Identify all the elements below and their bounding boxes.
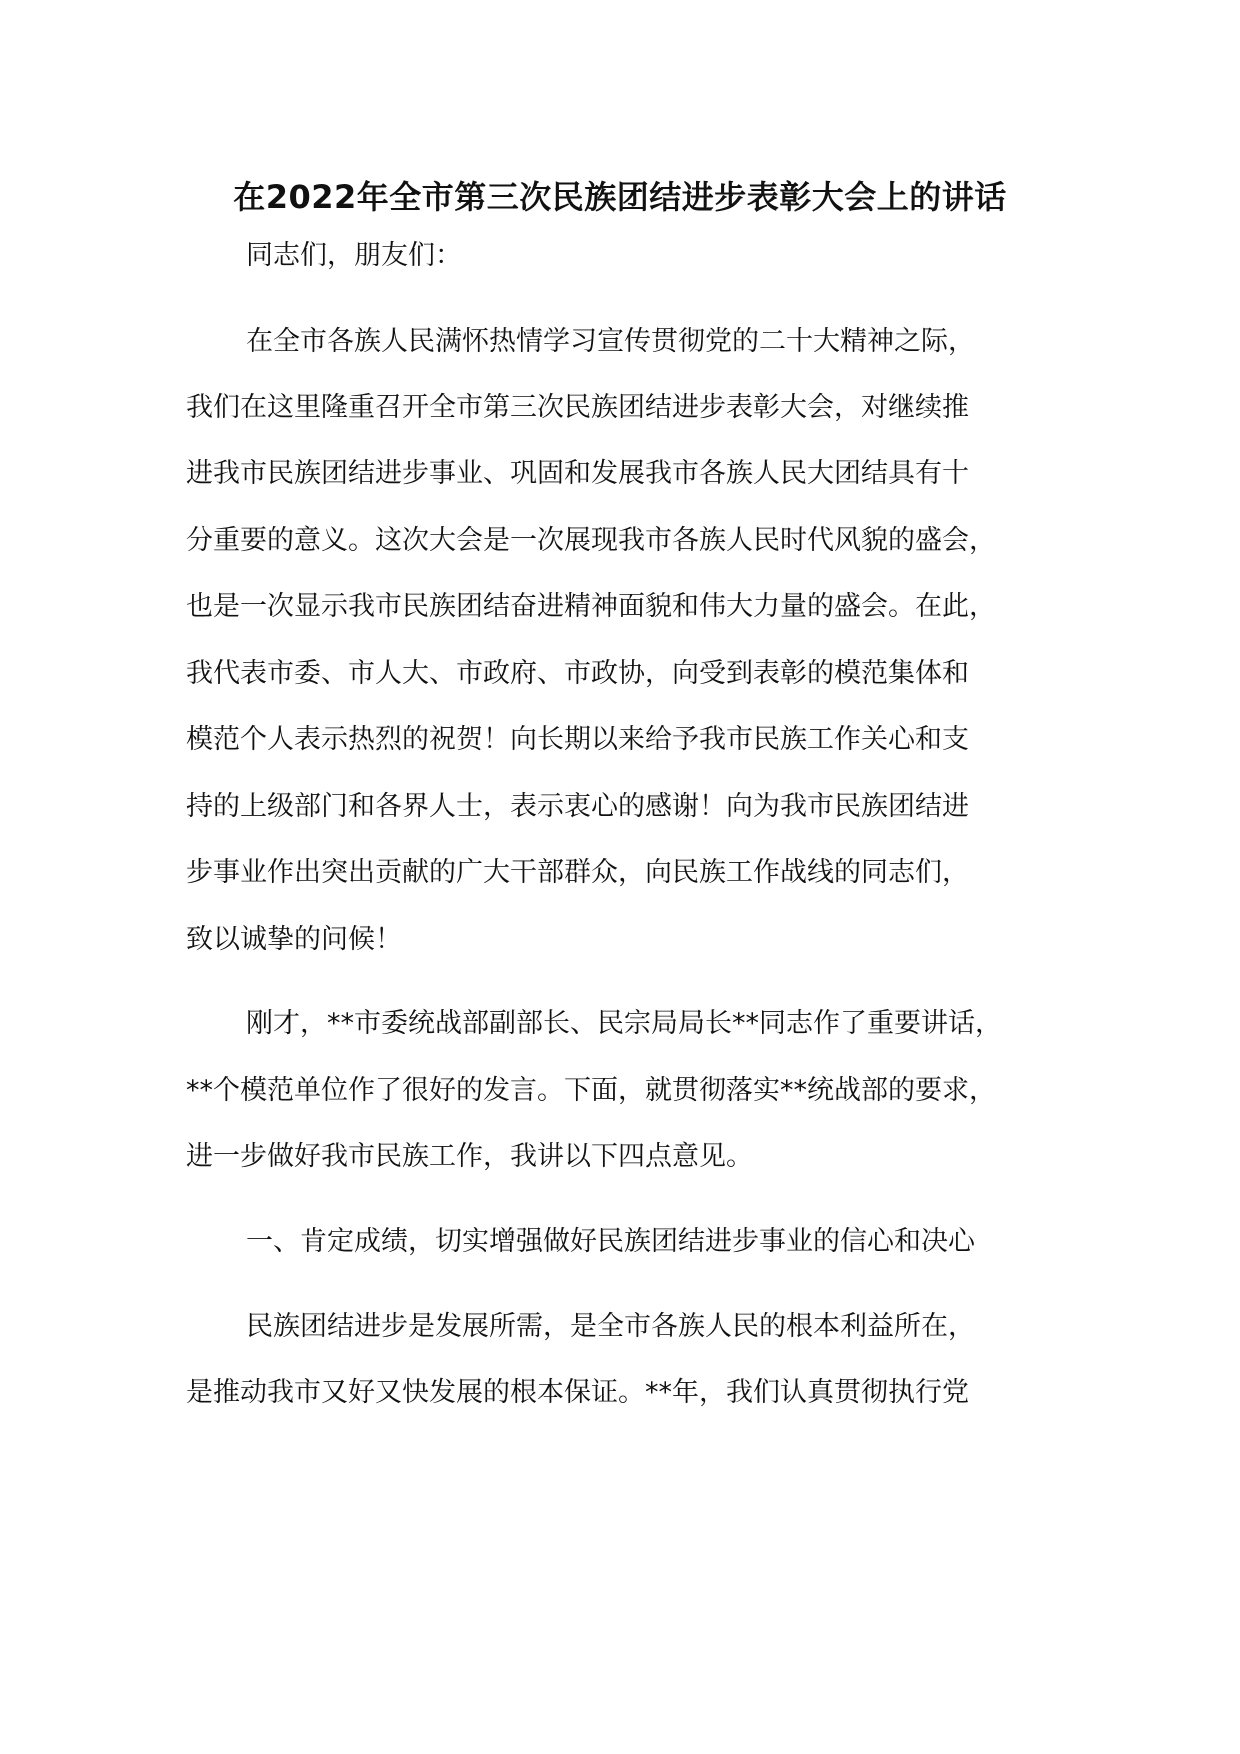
paragraph-line: 进一步做好我市民族工作，我讲以下四点意见。 [186, 1141, 753, 1172]
paragraph-line: 在全市各族人民满怀热情学习宣传贯彻党的二十大精神之际， [246, 326, 975, 357]
paragraph-line: **个模范单位作了很好的发言。下面，就贯彻落实**统战部的要求， [186, 1075, 996, 1106]
paragraph-line: 是推动我市又好又快发展的根本保证。**年，我们认真贯彻执行党 [186, 1377, 969, 1408]
paragraph-line: 也是一次显示我市民族团结奋进精神面貌和伟大力量的盛会。在此， [186, 591, 996, 622]
paragraph-line: 我们在这里隆重召开全市第三次民族团结进步表彰大会，对继续推 [186, 392, 969, 423]
paragraph-line: 模范个人表示热烈的祝贺！向长期以来给予我市民族工作关心和支 [186, 724, 969, 755]
paragraph-line: 持的上级部门和各界人士，表示衷心的感谢！向为我市民族团结进 [186, 791, 969, 822]
salutation-line: 同志们，朋友们： [246, 240, 462, 271]
paragraph-line: 民族团结进步是发展所需，是全市各族人民的根本利益所在， [246, 1311, 975, 1342]
paragraph-line: 分重要的意义。这次大会是一次展现我市各族人民时代风貌的盛会， [186, 525, 996, 556]
paragraph-line: 我代表市委、市人大、市政府、市政协，向受到表彰的模范集体和 [186, 658, 969, 689]
paragraph-line: 步事业作出突出贡献的广大干部群众，向民族工作战线的同志们， [186, 857, 969, 888]
paragraph-line: 刚才，**市委统战部副部长、民宗局局长**同志作了重要讲话， [246, 1008, 1002, 1039]
paragraph-line: 致以诚挚的问候！ [186, 924, 402, 955]
document-title: 在2022年全市第三次民族团结进步表彰大会上的讲话 [233, 178, 1007, 216]
paragraph-line: 进我市民族团结进步事业、巩固和发展我市各族人民大团结具有十 [186, 458, 969, 489]
section-heading: 一、肯定成绩，切实增强做好民族团结进步事业的信心和决心 [246, 1226, 975, 1257]
